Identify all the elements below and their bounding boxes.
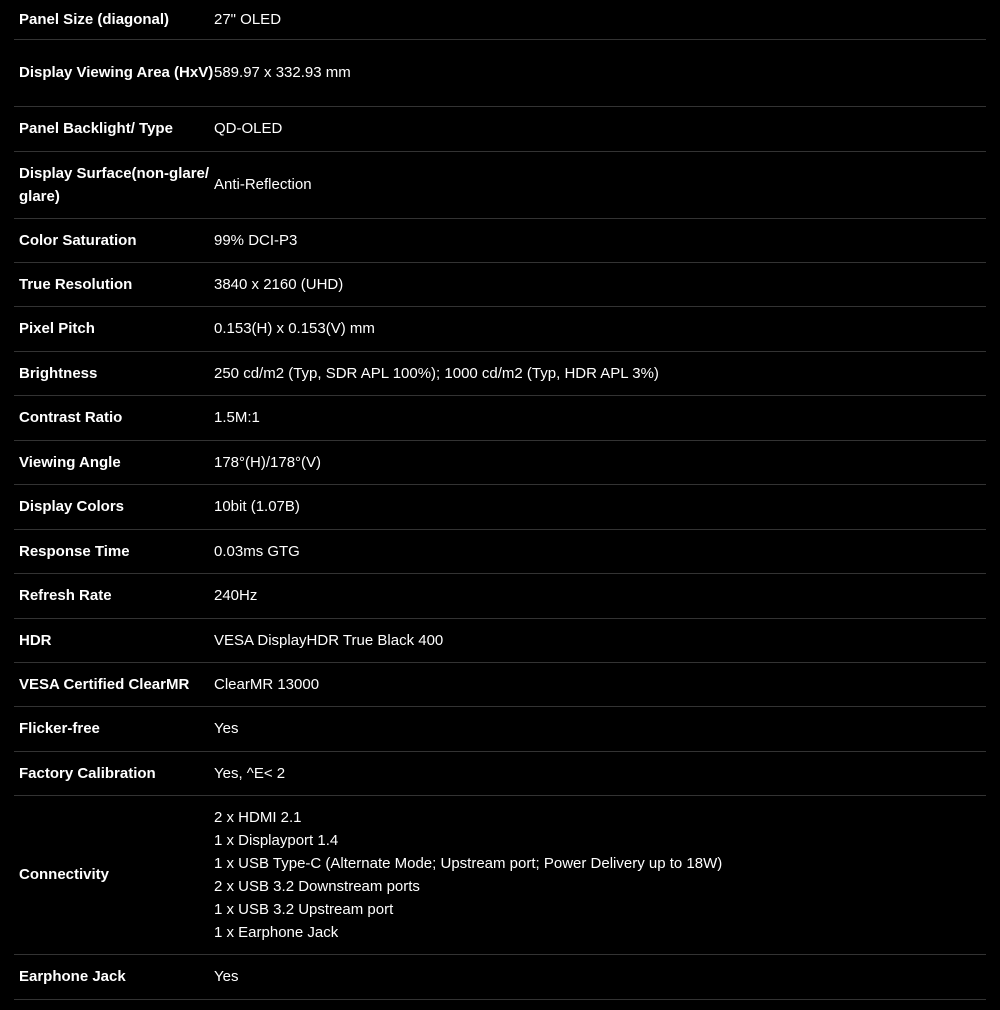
spec-label: Refresh Rate: [14, 573, 214, 618]
spec-value-line: 1 x Displayport 1.4: [214, 831, 339, 849]
spec-value: [214, 618, 986, 662]
spec-label: VESA Certified ClearMR: [14, 662, 214, 706]
spec-label: Earphone Jack: [14, 954, 214, 999]
spec-value-line: 589.97 x 332.93 mm: [214, 64, 351, 81]
spec-value-line: 99% DCI-P3: [214, 231, 298, 249]
spec-label: Connectivity: [14, 795, 214, 954]
spec-value: [214, 351, 986, 395]
spec-row: [14, 662, 986, 706]
spec-label: Contrast Ratio: [14, 395, 214, 440]
spec-value-line: 3840 x 2160 (UHD): [214, 275, 344, 293]
spec-value: [214, 795, 986, 954]
spec-value-line: 250 cd/m2 (Typ, SDR APL 100%); 1000 cd/m2 (Typ, HDR APL 3%): [214, 364, 659, 382]
spec-value: [214, 262, 986, 306]
spec-value-line: 1.5M:1: [214, 409, 260, 426]
spec-label: Color Saturation: [14, 218, 214, 262]
spec-table-body: [14, 0, 986, 999]
spec-value-line: Yes, ^E< 2: [214, 764, 286, 782]
spec-value-line: VESA DisplayHDR True Black 400: [214, 631, 444, 649]
spec-value-line: 2 x HDMI 2.1: [214, 808, 302, 826]
spec-value: [214, 151, 986, 218]
spec-label: Display Surface(non-glare/ glare): [14, 151, 214, 218]
spec-value-line: 0.03ms GTG: [214, 542, 300, 560]
spec-value: [214, 395, 986, 440]
spec-row: [14, 795, 986, 954]
spec-value: [214, 0, 986, 39]
spec-row: [14, 529, 986, 573]
spec-row: [14, 306, 986, 351]
spec-value-line: 2 x USB 3.2 Downstream ports: [214, 877, 420, 895]
spec-value: [214, 306, 986, 351]
spec-row: [14, 106, 986, 151]
spec-value: [214, 440, 986, 484]
spec-label: Panel Backlight/ Type: [14, 106, 214, 151]
spec-value: [214, 954, 986, 999]
spec-value: [214, 751, 986, 795]
spec-value: [214, 218, 986, 262]
spec-row: [14, 751, 986, 795]
spec-row: [14, 573, 986, 618]
spec-value-line: 1 x USB 3.2 Upstream port: [214, 900, 394, 918]
spec-label: Viewing Angle: [14, 440, 214, 484]
spec-label: Response Time: [14, 529, 214, 573]
spec-row: [14, 218, 986, 262]
spec-value-line: 178°(H)/178°(V): [214, 453, 322, 471]
spec-row: [14, 262, 986, 306]
spec-value: [214, 106, 986, 151]
spec-value: [214, 662, 986, 706]
spec-row: [14, 0, 986, 39]
spec-row: [14, 440, 986, 484]
spec-value: [214, 706, 986, 751]
spec-label: HDR: [14, 618, 214, 662]
spec-value-line: Yes: [214, 720, 239, 737]
spec-value-line: 10bit (1.07B): [214, 498, 300, 515]
spec-label: Display Viewing Area (HxV): [14, 39, 214, 106]
spec-value: [214, 484, 986, 529]
spec-row: [14, 484, 986, 529]
spec-value: [214, 39, 986, 106]
spec-value-line: ClearMR 13000: [214, 675, 320, 693]
spec-table: [14, 0, 986, 1000]
spec-row: [14, 954, 986, 999]
spec-value: [214, 529, 986, 573]
spec-label: True Resolution: [14, 262, 214, 306]
spec-value-line: 240Hz: [214, 587, 258, 604]
spec-value-line: 27" OLED: [214, 10, 282, 28]
spec-row: [14, 706, 986, 751]
spec-value-line: 1 x USB Type-C (Alternate Mode; Upstream port; Power Delivery up to 18W): [214, 854, 723, 872]
spec-value-line: QD-OLED: [214, 120, 283, 137]
spec-row: [14, 151, 986, 218]
spec-label: Brightness: [14, 351, 214, 395]
spec-row: [14, 351, 986, 395]
spec-row: [14, 39, 986, 106]
spec-label: Pixel Pitch: [14, 306, 214, 351]
spec-label: Display Colors: [14, 484, 214, 529]
spec-label: Panel Size (diagonal): [14, 0, 214, 39]
spec-row: [14, 395, 986, 440]
spec-value-line: Yes: [214, 968, 239, 985]
spec-value: [214, 573, 986, 618]
spec-value-line: 1 x Earphone Jack: [214, 923, 339, 941]
spec-row: [14, 618, 986, 662]
spec-label: Flicker-free: [14, 706, 214, 751]
spec-label: Factory Calibration: [14, 751, 214, 795]
spec-value-line: Anti-Reflection: [214, 176, 312, 193]
spec-value-line: 0.153(H) x 0.153(V) mm: [214, 320, 375, 337]
